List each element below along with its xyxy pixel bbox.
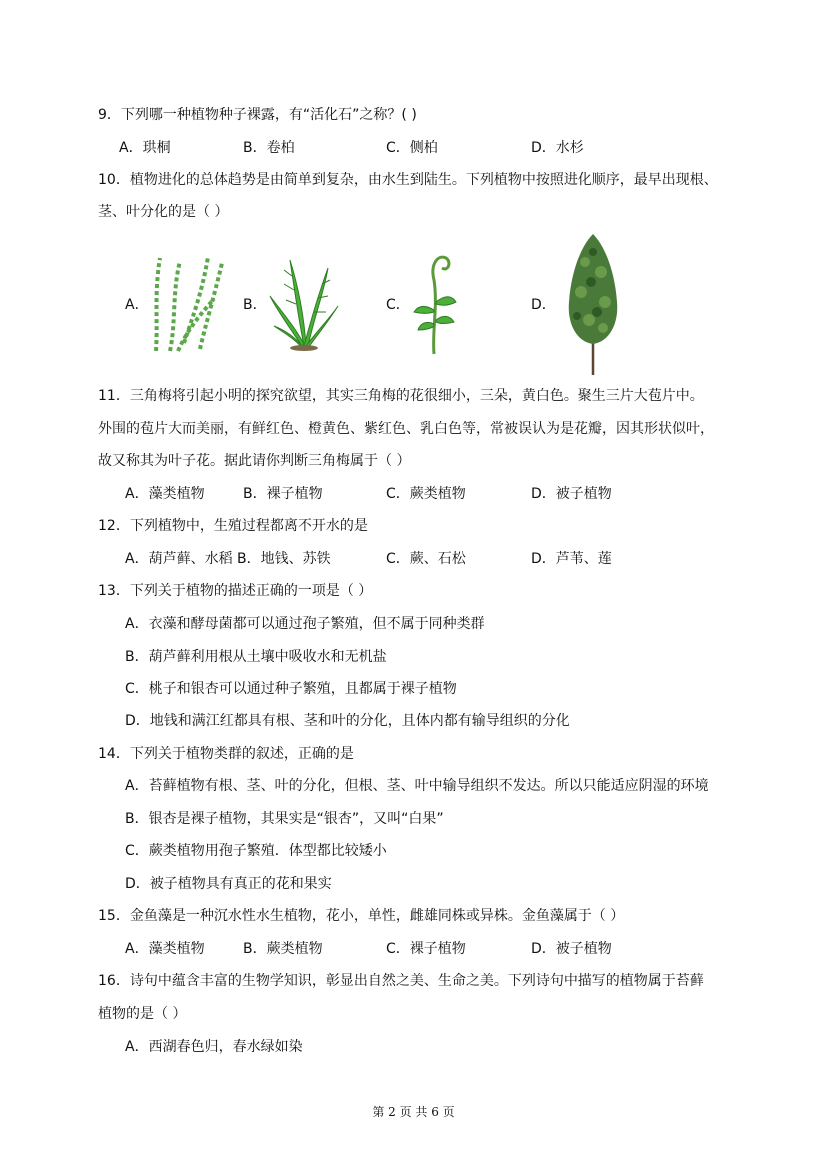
q10-label-b: B． (243, 297, 267, 313)
q14-stem: 14．下列关于植物类群的叙述，正确的是 (98, 746, 354, 762)
algae-spiral-icon (148, 253, 228, 353)
q9-option-d: D．水杉 (531, 140, 584, 156)
q16-stem-line2: 植物的是（ ） (98, 1006, 187, 1022)
q14-option-c: C．蕨类植物用孢子繁殖．体型都比较矮小 (125, 843, 387, 859)
q13-option-d: D．地钱和满江红都具有根、茎和叶的分化，且体内都有输导组织的分化 (125, 713, 570, 729)
q16-stem-line1: 16．诗句中蕴含丰富的生物学知识，彰显出自然之美、生命之美。下列诗句中描写的植物属于苔藓 (98, 973, 704, 989)
seedling-icon (410, 250, 460, 356)
q13-option-c: C．桃子和银杏可以通过种子繁殖，且都属于裸子植物 (125, 681, 457, 697)
q14-option-b: B．银杏是裸子植物，其果实是“银杏”，又叫“白果” (125, 811, 444, 827)
q14-option-a: A．苔藓植物有根、茎、叶的分化，但根、茎、叶中输导组织不发达。所以只能适应阴湿的环境 (125, 778, 709, 794)
q13-option-b: B．葫芦藓利用根从土壤中吸收水和无机盐 (125, 649, 387, 665)
q11-option-a: A．藻类植物 (125, 486, 205, 502)
q10-stem-line2: 茎、叶分化的是（ ） (98, 204, 229, 220)
q11-stem-line3: 故又称其为叶子花。据此请你判断三角梅属于（ ） (98, 453, 411, 469)
q12-stem: 12．下列植物中，生殖过程都离不开水的是 (98, 518, 368, 534)
q9-option-b: B．卷柏 (243, 140, 295, 156)
page-number: 第 2 页 共 6 页 (372, 1105, 455, 1119)
q14-option-d: D．被子植物具有真正的花和果实 (125, 876, 332, 892)
q15-option-d: D．被子植物 (531, 941, 612, 957)
q11-stem-line2: 外围的苞片大而美丽，有鲜红色、橙黄色、紫红色、乳白色等，常被误认为是花瓣，因其形状似叶， (98, 421, 714, 437)
q11-stem-line1: 11．三角梅将引起小明的探究欲望，其实三角梅的花很细小，三朵，黄白色。聚生三片大苞片中。 (98, 388, 704, 404)
q9-option-a: A．珙桐 (119, 140, 171, 156)
q9-stem: 9．下列哪一种植物种子裸露，有“活化石”之称？( ) (98, 107, 417, 123)
q13-option-a: A．衣藻和酵母菌都可以通过孢子繁殖，但不属于同种类群 (125, 616, 485, 632)
q10-stem-line1: 10．植物进化的总体趋势是由简单到复杂，由水生到陆生。下列植物中按照进化顺序，最早出现根、 (98, 172, 718, 188)
q10-label-c: C． (386, 297, 410, 313)
q11-option-c: C．蕨类植物 (386, 486, 466, 502)
q15-stem: 15．金鱼藻是一种沉水性水生植物，花小，单性，雌雄同株或异株。金鱼藻属于（ ） (98, 908, 625, 924)
q15-option-c: C．裸子植物 (386, 941, 466, 957)
q12-option-d: D．芦苇、莲 (531, 551, 612, 567)
q16-option-a: A．西湖春色归，春水绿如染 (125, 1039, 303, 1055)
q11-option-d: D．被子植物 (531, 486, 612, 502)
q11-option-b: B．裸子植物 (243, 486, 323, 502)
q9-option-c: C．侧柏 (386, 140, 438, 156)
q13-stem: 13．下列关于植物的描述正确的一项是（ ） (98, 583, 373, 599)
q12-option-c: C．蕨、石松 (386, 551, 466, 567)
q10-label-a: A． (125, 297, 149, 313)
q15-option-b: B．蕨类植物 (243, 941, 323, 957)
q10-label-d: D． (531, 297, 556, 313)
q12-option-ab: A．葫芦藓、水稻 B．地钱、苏铁 (125, 551, 331, 567)
fern-icon (268, 256, 340, 352)
q15-option-a: A．藻类植物 (125, 941, 205, 957)
tree-icon (563, 232, 623, 377)
